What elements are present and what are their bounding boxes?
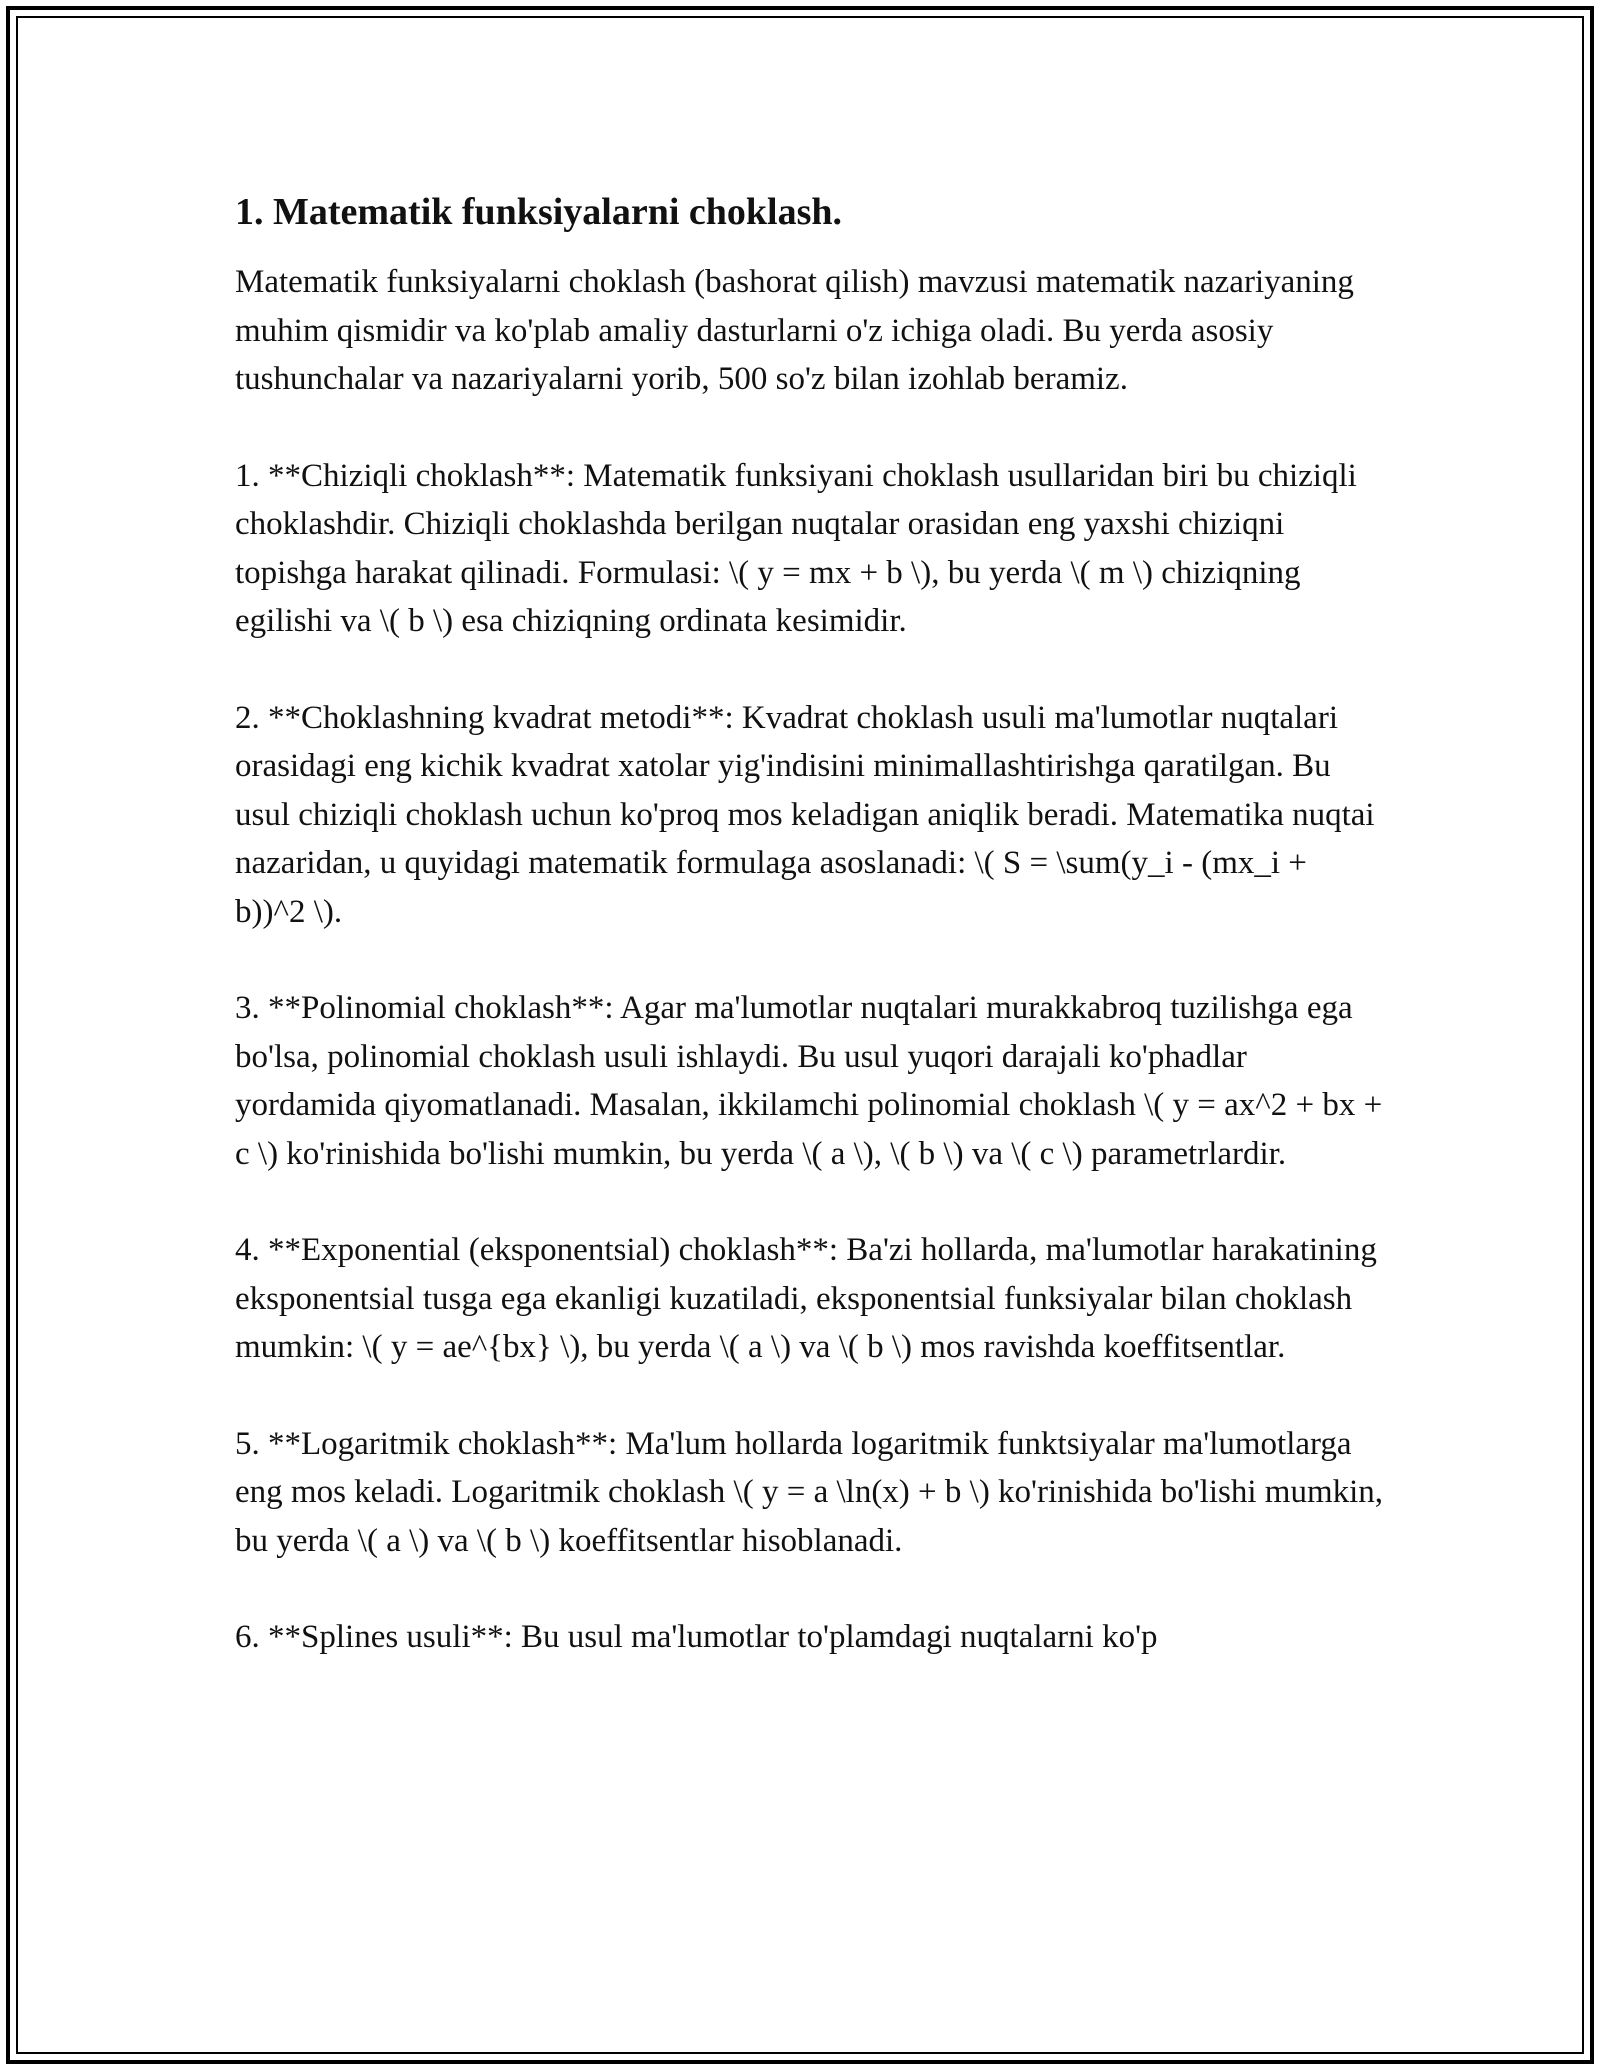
document-heading: 1. Matematik funksiyalarni choklash. [235, 191, 843, 233]
paragraph-polynomial-fitting: 3. **Polinomial choklash**: Agar ma'lumotlar nuqtalari murakkabroq tuzilishga ega bo'lsa, polinomial choklash usuli ishlaydi. Bu usul yuqori darajali ko'phadlar yordamida qiyomatlanadi. Masalan, ikkilamchi polinomial choklash \( y = ax^2 + bx + c \) ko'rinishida bo'lishi mumkin, bu yerda \( a \), \( b \) va \( c \) parametrlardir. [235, 990, 1383, 1172]
paragraph-least-squares: 2. **Choklashning kvadrat metodi**: Kvadrat choklash usuli ma'lumotlar nuqtalari orasidagi eng kichik kvadrat xatolar yig'indisini minimallashtirishga qaratilgan. Bu usul chiziqli choklash uchun ko'proq mos keladigan aniqlik beradi. Matematika nuqtai nazaridan, u quyidagi matematik formulaga asoslanadi: \( S = \sum(y_i - (mx_i + b))^2 \). [235, 699, 1375, 930]
paragraph-logarithmic-fitting: 5. **Logaritmik choklash**: Ma'lum hollarda logaritmik funktsiyalar ma'lumotlarga eng mos keladi. Logaritmik choklash \( y = a \ln(x) + b \) ko'rinishida bo'lishi mumkin, bu yerda \( a \) va \( b \) koeffitsentlar hisoblanadi. [235, 1425, 1384, 1559]
intro-paragraph: Matematik funksiyalarni choklash (bashorat qilish) mavzusi matematik nazariyaning muhim qismidir va ko'plab amaliy dasturlarni o'z ichiga oladi. Bu yerda asosiy tushunchalar va nazariyalarni yorib, 500 so'z bilan izohlab beramiz. [235, 264, 1354, 397]
paragraph-exponential-fitting: 4. **Exponential (eksponentsial) choklash**: Ba'zi hollarda, ma'lumotlar harakatining eksponentsial tusga ega ekanligi kuzatiladi, eksponentsial funksiyalar bilan choklash mumkin: \( y = ae^{bx} \), bu yerda \( a \) va \( b \) mos ravishda koeffitsentlar. [235, 1232, 1377, 1365]
paragraph-splines: 6. **Splines usuli**: Bu usul ma'lumotlar to'plamdagi nuqtalarni ko'p [235, 1619, 1158, 1655]
paragraph-linear-fitting: 1. **Chiziqli choklash**: Matematik funksiyani choklash usullaridan biri bu chiziqli choklashdir. Chiziqli choklashda berilgan nuqtalar orasidan eng yaxshi chiziqni topishga harakat qilinadi. Formulasi: \( y = mx + b \), bu yerda \( m \) chiziqning egilishi va \( b \) esa chiziqning ordinata kesimidir. [235, 457, 1357, 639]
document-body [235, 188, 1385, 1710]
